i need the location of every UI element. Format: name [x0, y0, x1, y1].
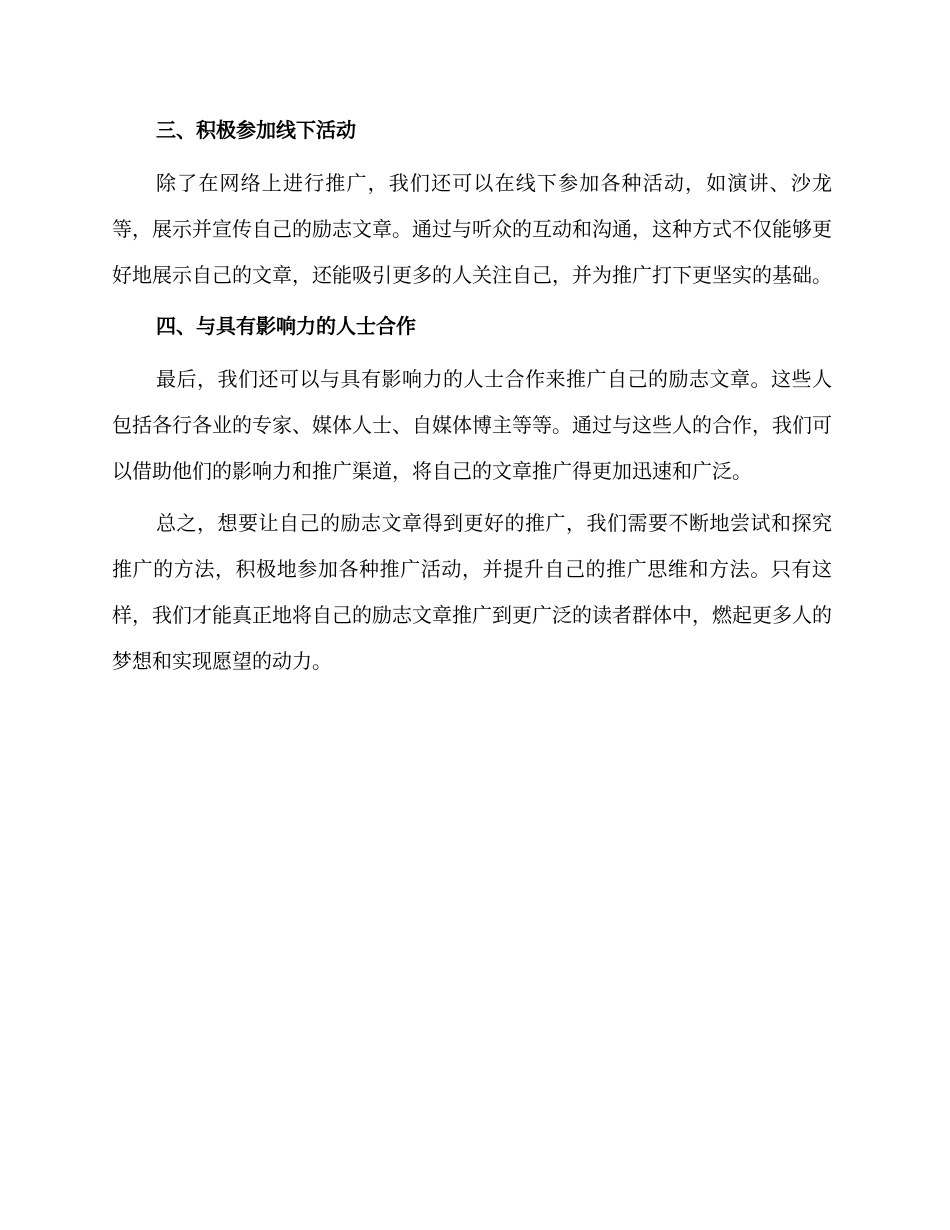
document-body — [112, 110, 832, 690]
paragraph-offline-activities: 除了在网络上进行推广，我们还可以在线下参加各种活动，如演讲、沙龙等，展示并宣传自己的励志文章。通过与听众的互动和沟通，这种方式不仅能够更好地展示自己的文章，还能吸引更多的人关注自己，并为推广打下更坚实的基础。 — [112, 171, 832, 287]
paragraph-conclusion: 总之，想要让自己的励志文章得到更好的推广，我们需要不断地尝试和探究推广的方法，积极地参加各种推广活动，并提升自己的推广思维和方法。只有这样，我们才能真正地将自己的励志文章推广到更广泛的读者群体中，燃起更多人的梦想和实现愿望的动力。 — [112, 511, 832, 673]
paragraph-influencer-cooperation: 最后，我们还可以与具有影响力的人士合作来推广自己的励志文章。这些人包括各行各业的专家、媒体人士、自媒体博主等等。通过与这些人的合作，我们可以借助他们的影响力和推广渠道，将自己的文章推广得更加迅速和广泛。 — [112, 367, 832, 483]
section-heading-offline-activities: 三、积极参加线下活动 — [156, 118, 356, 142]
section-heading-influencer-cooperation: 四、与具有影响力的人士合作 — [156, 314, 416, 338]
